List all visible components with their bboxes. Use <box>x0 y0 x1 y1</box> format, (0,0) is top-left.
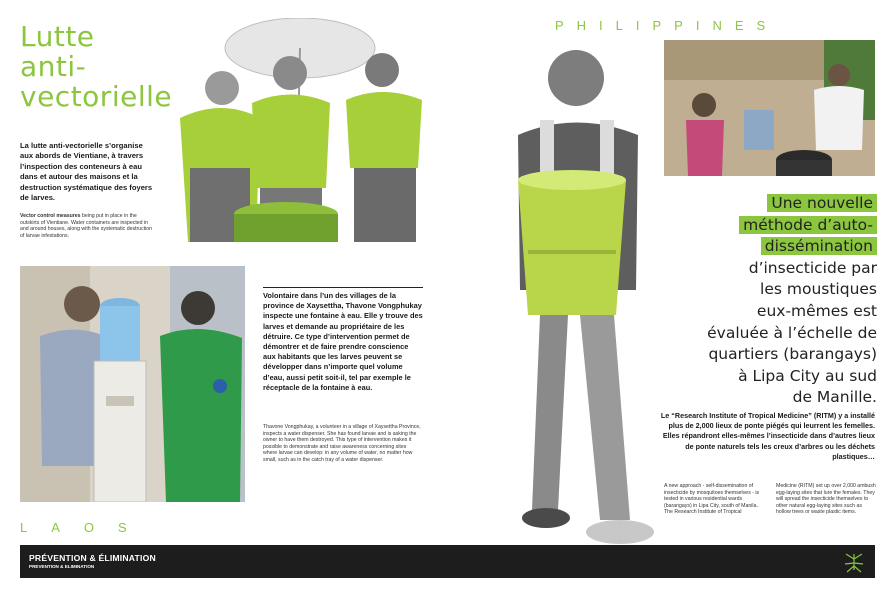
label-philippines: PHILIPPINES <box>555 18 779 33</box>
laos-caption-en: Thavone Vongphukay, a volunteer in a village of Xaysettha Province, inspects a water dispenser. She has found larvae and is asking the owner to have them destroyed. This type of intervention makes it possible to demonstrate and raise awareness concerning sites where larvae can develop: in any volume of water, no matter how small, such as in the catch tray of a water dispenser. <box>263 424 421 463</box>
laos-text-before: Volontaire dans l’un des villages de la province de Xaysettha, <box>263 291 396 311</box>
footer-title: PRÉVENTION & ÉLIMINATION <box>29 553 156 563</box>
intro-caption-en <box>20 213 155 239</box>
headline-highlight-1: Une nouvelle <box>767 194 877 212</box>
laos-text-after: inspecte une fontaine à eau. Elle y trouve des larves et demande au propriétaire de les détruire. Ce type d’intervention permet de démontrer et de faire prendre conscience aux habitants que les larves peuvent se développer dans n’importe quel volume d’eau, aussi petit soit-il, tel par exemple le réceptacle de la fontaine à eau. <box>263 311 423 392</box>
headline-line-4: d’insecticide par <box>748 258 877 277</box>
headline-line-7: évaluée à l’échelle de <box>707 323 877 342</box>
photo-water-dispenser <box>20 266 245 502</box>
laos-text-fr <box>263 291 423 393</box>
headline-line-9: à Lipa City au sud <box>738 366 877 385</box>
intro-caption-bold: Vector control measures <box>20 213 81 219</box>
photo-inspection-team <box>160 18 432 242</box>
title-line-1: Lutte <box>20 20 95 53</box>
volunteer-name: Thavone Vongphukay <box>345 301 422 311</box>
headline-line-10: de Manille. <box>792 388 877 407</box>
footer-subtitle: PREVENTION & ELIMINATION <box>29 564 95 569</box>
intro-caption-rest: being put in place in the outskirts of Vientiane. Water containers are inspected in and around houses, along with the systematic destruction of larvae infestations. <box>20 213 153 239</box>
label-laos: LAOS <box>20 520 151 535</box>
headline-line-6: eux-mêmes est <box>756 301 877 320</box>
headline-highlight-2: méthode d’auto- <box>739 216 877 234</box>
headline-highlight-3: dissémination <box>761 237 877 255</box>
headline-line-8: quartiers (barangays) <box>708 345 877 364</box>
title-line-3: vectorielle <box>20 80 173 113</box>
photo-market-scene <box>664 40 875 176</box>
footer-bar <box>20 545 875 578</box>
title-line-2: anti- <box>20 50 87 83</box>
intro-text-fr: La lutte anti-vectorielle s’organise aux abords de Vientiane, à travers l’inspection des conteneurs à eau dans et autour des maisons et la destruction systématique des foyers de larves. <box>20 141 153 203</box>
ritm-caption-en-2: Medicine (RITM) set up over 2,000 ambush egg-laying sites that lure the females. They will spread the insecticide themselves to other natural egg-laying sites such as hollow trees or waste plastic items. <box>776 483 876 516</box>
divider-rule <box>263 287 423 288</box>
headline-line-5: les moustiques <box>760 280 877 299</box>
mosquito-icon <box>843 551 865 573</box>
page-title <box>20 22 172 112</box>
ritm-caption-en-1: A new approach - self-dissemination of insecticide by mosquitoes themselves - is tested in various residential wards (barangays) in Lipa City, south of Manila. The Research Institute of Tropical <box>664 483 760 516</box>
ritm-text-fr: Le “Research Institute of Tropical Medicine” (RITM) y a installé plus de 2,000 lieux de ponte piégés qui leurrent les femelles. Elles répandront elles-mêmes l’insecticide dans d’autres lieux de ponte naturels tels les creux d’arbres ou les déchets plastiques… <box>660 411 875 461</box>
philippines-headline <box>637 193 877 409</box>
